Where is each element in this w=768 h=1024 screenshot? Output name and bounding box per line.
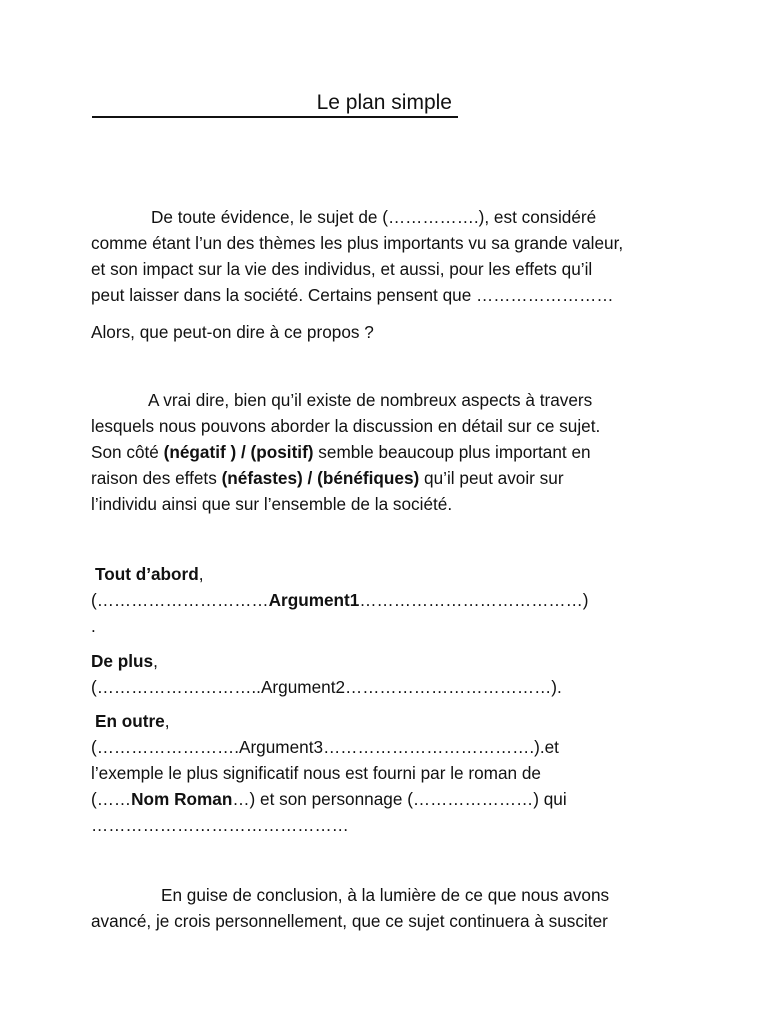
argument-3-dots-line: ……………………………………… — [91, 815, 349, 835]
argument-3-roman-line — [91, 786, 691, 812]
argument-3-example-line: l’exemple le plus significatif nous est fourni par le roman de — [91, 763, 541, 783]
argument-2-line: (………………………..Argument2………………………………). — [91, 677, 562, 697]
intro-line-1: De toute évidence, le sujet de (…………….), est considéré — [151, 207, 597, 227]
argument-2-comma: , — [153, 651, 158, 671]
argument-1-open: (………………………… — [91, 590, 269, 610]
argument-3-heading — [91, 708, 691, 734]
argument-1-dot: . — [91, 616, 96, 636]
discussion-line-4-start: raison des effets — [91, 468, 222, 488]
discussion-line-4 — [91, 465, 691, 491]
argument-1 — [91, 561, 691, 639]
discussion-line-1: A vrai dire, bien qu’il existe de nombreux aspects à travers — [148, 390, 593, 410]
intro-line-2: comme étant l’un des thèmes les plus importants vu sa grande valeur, — [91, 233, 624, 253]
argument-3-comma: , — [164, 711, 170, 731]
discussion-line-3-end: semble beaucoup plus important en — [313, 442, 591, 462]
argument-3-label: En outre — [95, 711, 165, 731]
argument-1-heading — [91, 561, 691, 587]
argument-1-line — [91, 587, 691, 613]
conclusion-paragraph — [91, 882, 691, 934]
argument-1-comma: , — [198, 564, 204, 584]
intro-line-5: Alors, que peut-on dire à ce propos ? — [91, 322, 374, 342]
argument-2 — [91, 648, 691, 700]
argument-3-line: (…………………….Argument3……………………………….).et — [91, 737, 559, 757]
conclusion-line-1: En guise de conclusion, à la lumière de ce que nous avons — [161, 885, 610, 905]
discussion-line-4-end: qu’il peut avoir sur — [419, 468, 564, 488]
discussion-line-3 — [91, 439, 691, 465]
negatif-positif-text: (négatif ) / (positif) — [163, 442, 314, 462]
argument-1-label: Tout d’abord — [95, 564, 199, 584]
argument-1-text: Argument1 — [268, 590, 360, 610]
roman-close: …) et son personnage (…………………) qui — [232, 789, 567, 809]
nefastes-benefiques-text: (néfastes) / (bénéfiques) — [221, 468, 420, 488]
argument-3 — [91, 708, 691, 838]
discussion-line-5: l’individu ainsi que sur l’ensemble de la société. — [91, 494, 453, 514]
argument-2-label: De plus — [91, 651, 154, 671]
discussion-line-2: lesquels nous pouvons aborder la discussion en détail sur ce sujet. — [91, 416, 601, 436]
discussion-line-3-start: Son côté — [91, 442, 164, 462]
intro-question — [91, 319, 691, 345]
page-title: Le plan simple — [92, 88, 458, 118]
discussion-paragraph — [91, 387, 691, 517]
argument-1-close: …………………………………) — [359, 590, 589, 610]
argument-2-heading — [91, 648, 691, 674]
intro-line-3: et son impact sur la vie des individus, et aussi, pour les effets qu’il — [91, 259, 593, 279]
intro-paragraph — [91, 204, 691, 308]
nom-roman-text: Nom Roman — [131, 789, 233, 809]
conclusion-line-2: avancé, je crois personnellement, que ce sujet continuera à susciter — [91, 911, 608, 931]
roman-open: (…… — [91, 789, 132, 809]
intro-line-4: peut laisser dans la société. Certains pensent que …………………… — [91, 285, 614, 305]
